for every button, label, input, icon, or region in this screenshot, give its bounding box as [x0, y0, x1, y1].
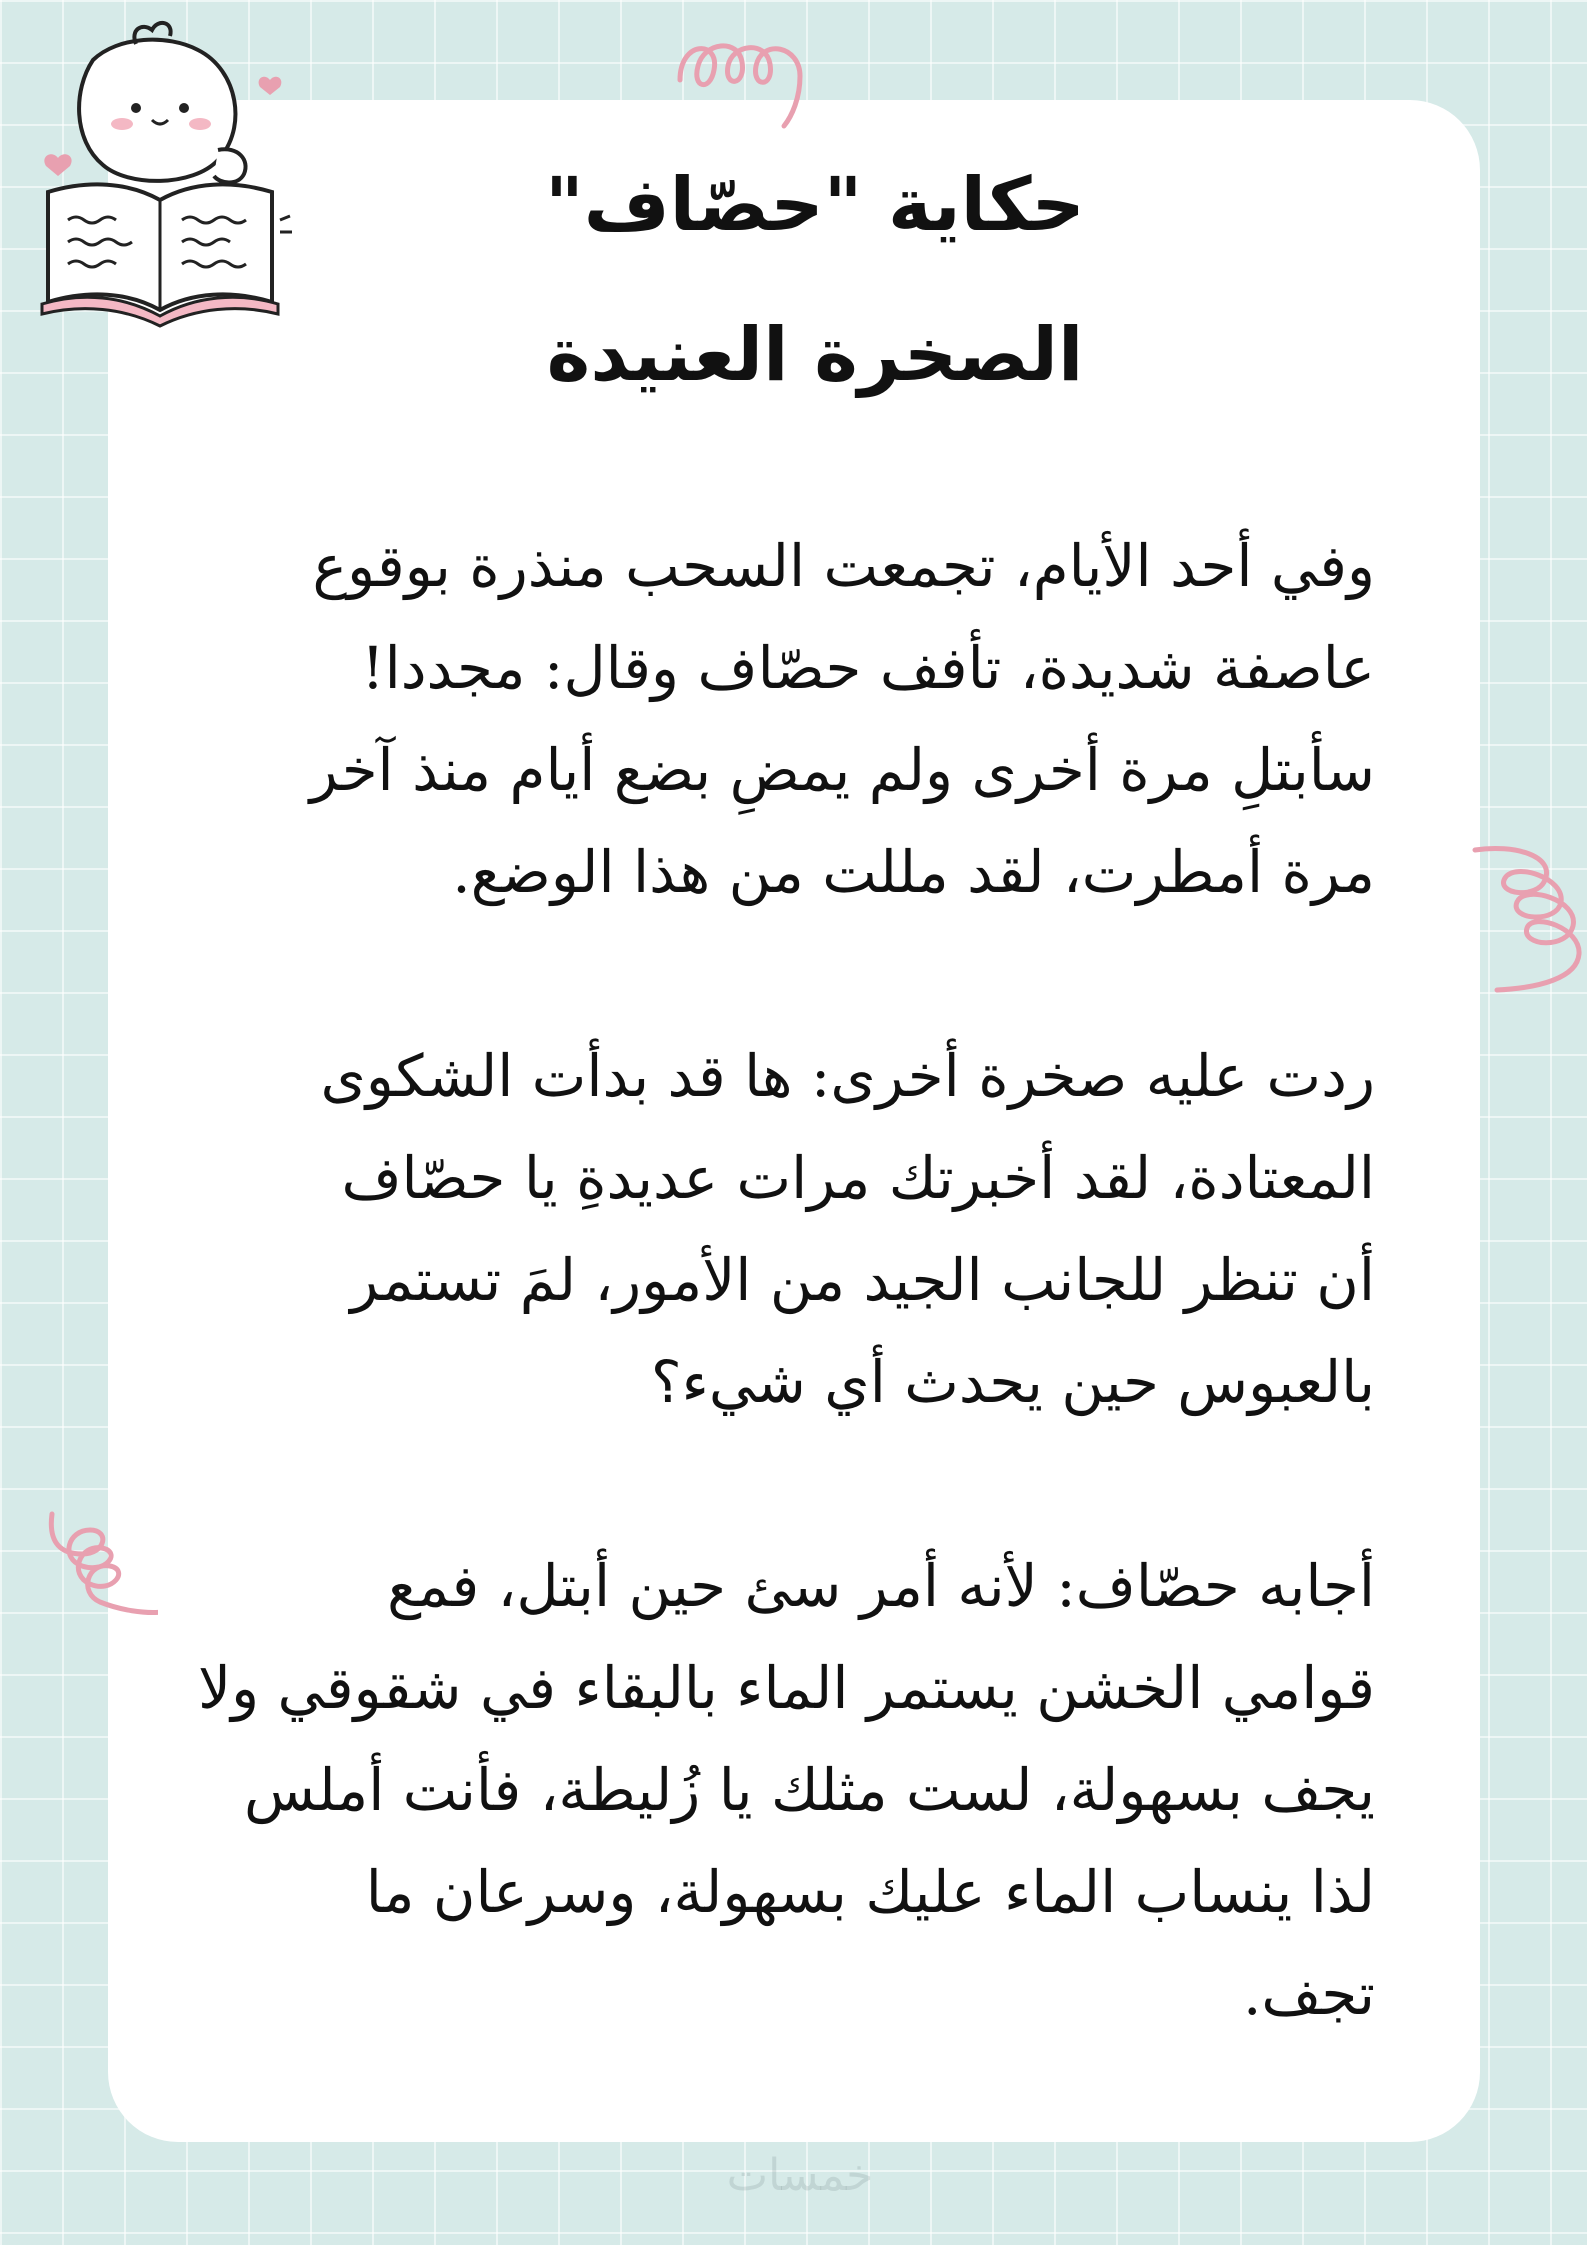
story-subtitle: الصخرة العنيدة: [546, 312, 1084, 398]
story-line: ردت عليه صخرة أخرى: ها قد بدأت الشكوى: [320, 1042, 1375, 1110]
story-line: وفي أحد الأيام، تجمعت السحب منذرة بوقوع: [312, 532, 1375, 600]
left-spiral-icon: [38, 1510, 158, 1690]
story-paragraph: [250, 1025, 1375, 1433]
story-line: بالعبوس حين يحدث أي شيء؟: [650, 1348, 1375, 1416]
right-spiral-icon: [1455, 840, 1587, 1020]
watermark: خمسات: [726, 2150, 874, 2201]
story-line: يجف بسهولة، لست مثلك يا زُليطة، فأنت أملس: [244, 1756, 1375, 1824]
story-line: المعتادة، لقد أخبرتك مرات عديدةِ يا حصّاف: [341, 1144, 1375, 1212]
story-line: مرة أمطرت، لقد مللت من هذا الوضع.: [452, 838, 1375, 906]
top-spiral-icon: [670, 20, 850, 130]
story-paragraph: [250, 515, 1375, 923]
story-line: لذا ينساب الماء عليك بسهولة، وسرعان ما: [365, 1858, 1375, 1926]
story-line: أن تنظر للجانب الجيد من الأمور، لمَ تستمر: [350, 1246, 1375, 1314]
story-line: تجف.: [1242, 1960, 1375, 2028]
story-line: عاصفة شديدة، تأفف حصّاف وقال: مجددا!: [361, 634, 1375, 702]
story-line: سأبتلِ مرة أخرى ولم يمضِ بضع أيام منذ آخر: [309, 736, 1375, 804]
story-line: أجابه حصّاف: لأنه أمر سئ حين أبتل، فمع: [387, 1552, 1375, 1620]
story-paragraph: [198, 1535, 1375, 2045]
story-line: قوامي الخشن يستمر الماء بالبقاء في شقوقي ولا: [198, 1654, 1375, 1722]
story-title: حكاية "حصّاف": [545, 162, 1085, 248]
reading-character-icon: [18, 10, 298, 330]
